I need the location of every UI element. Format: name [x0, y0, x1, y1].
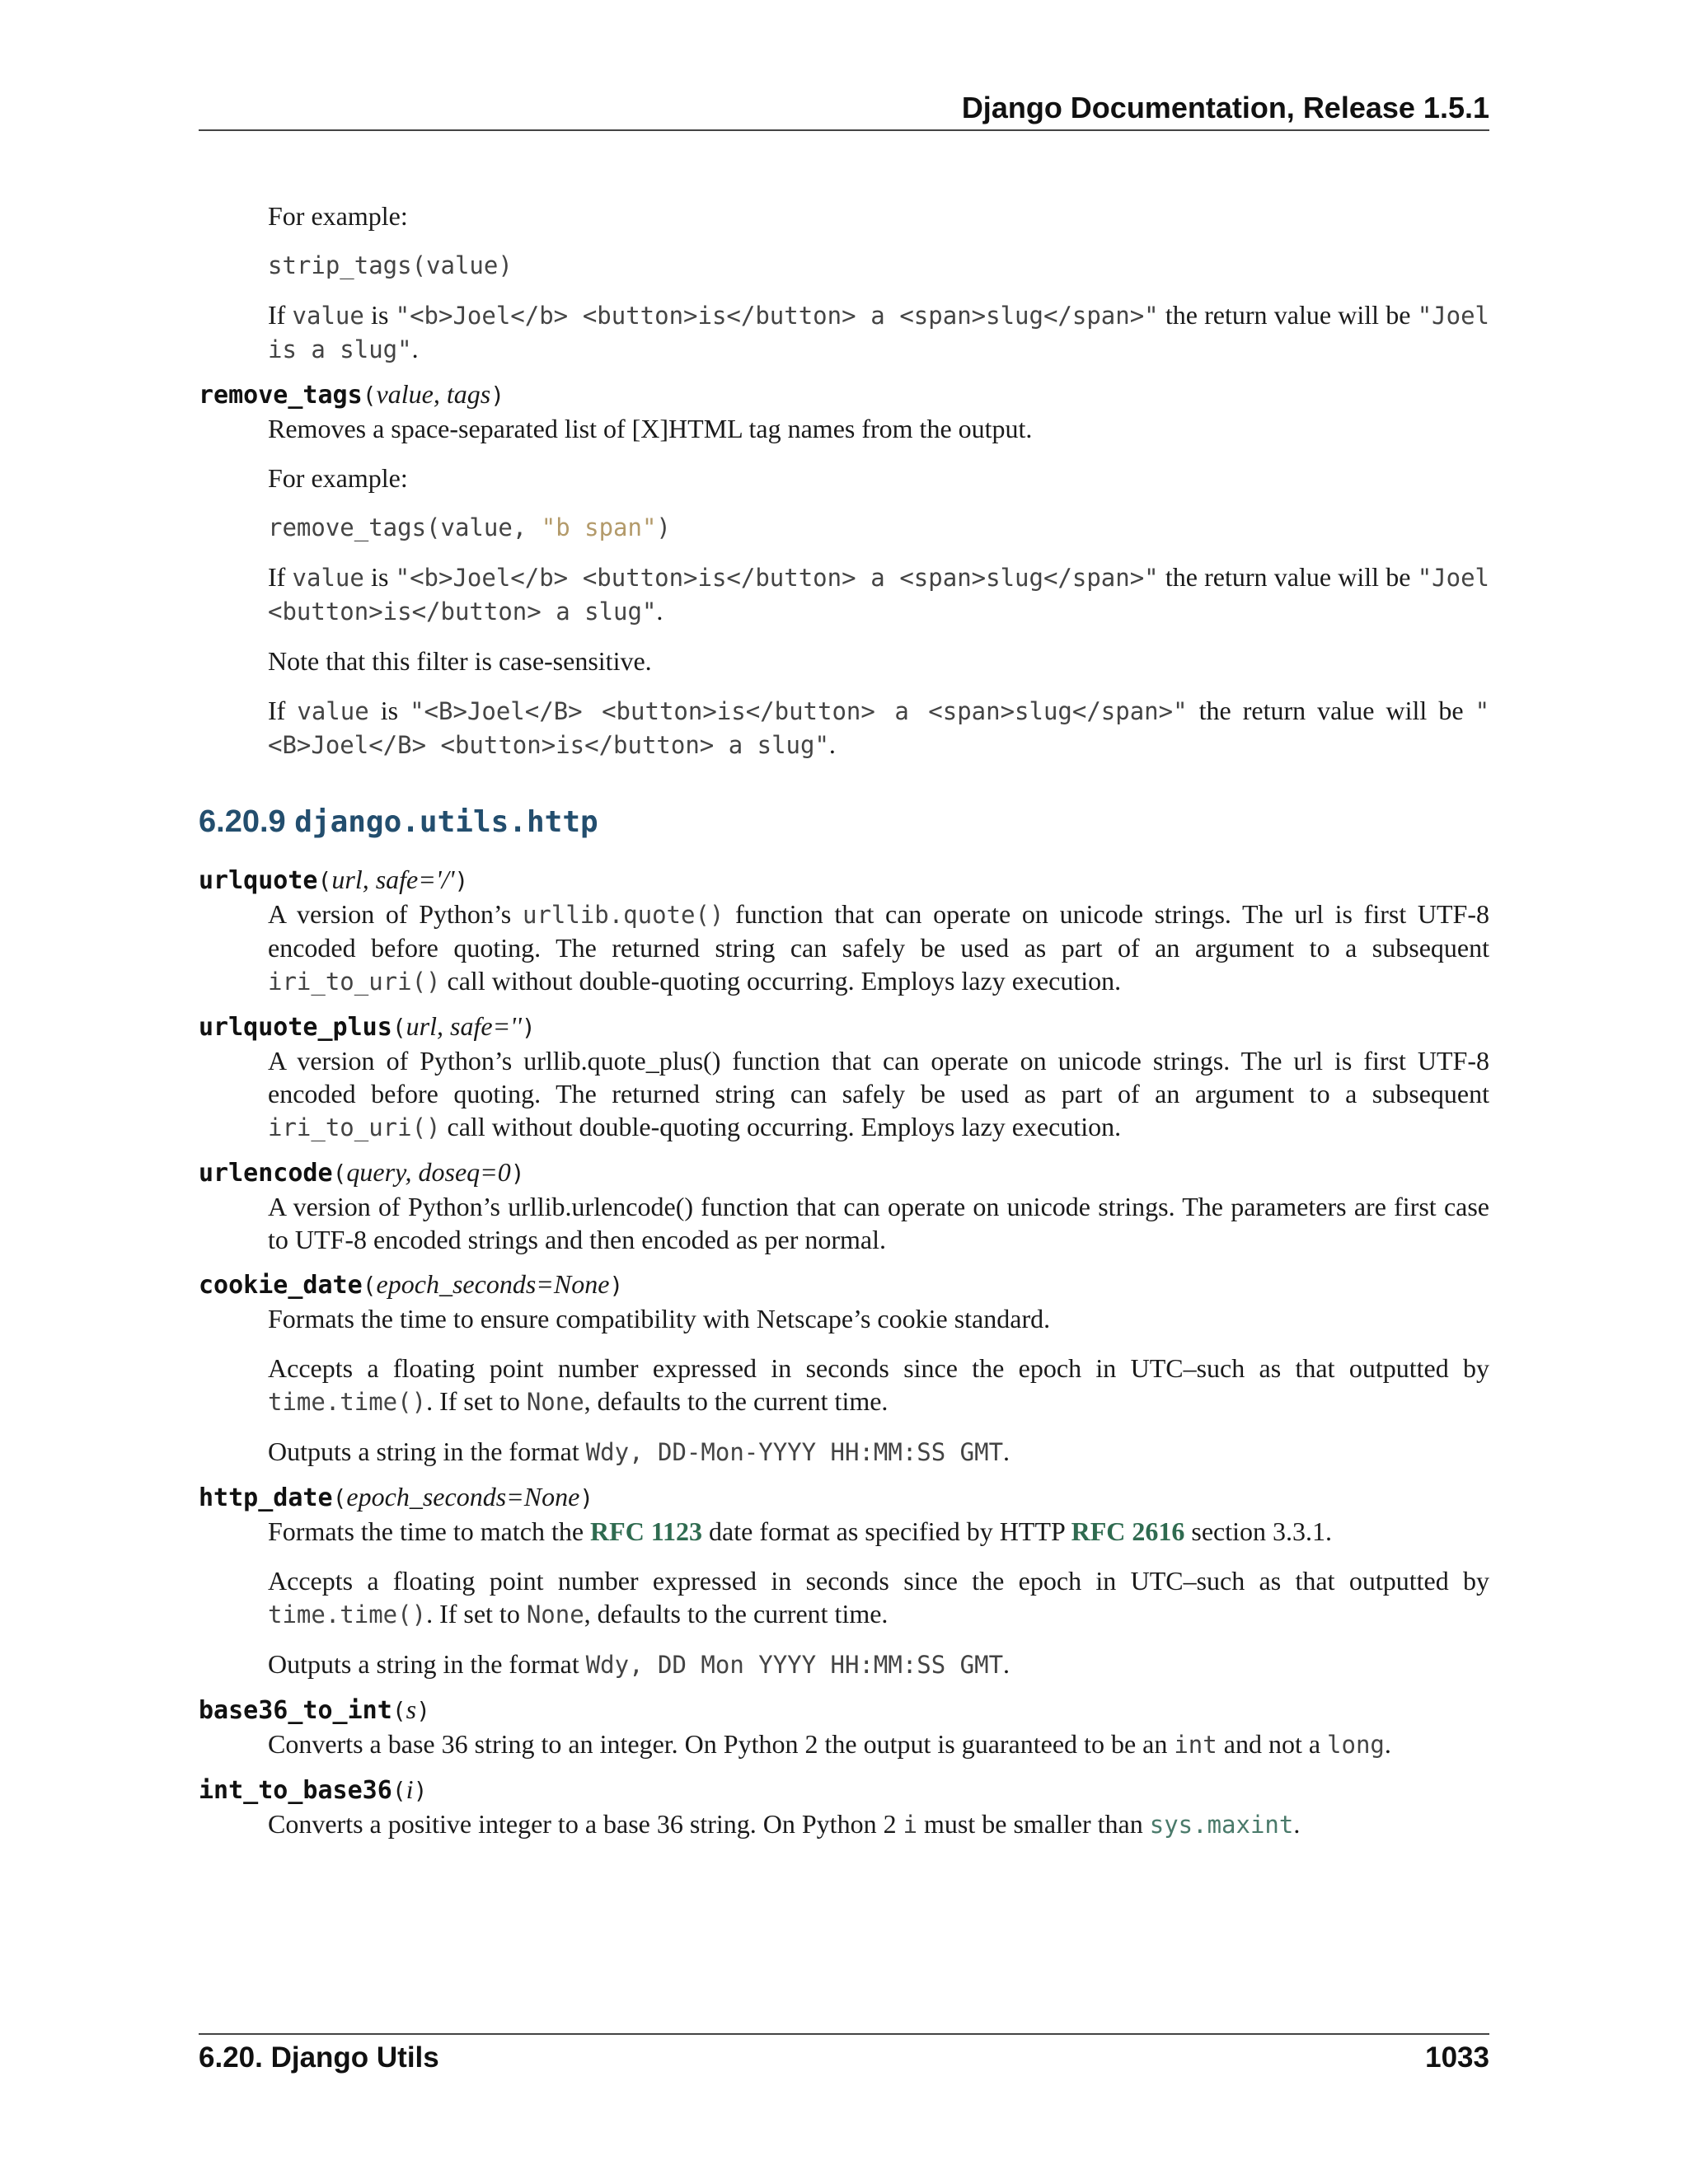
- function-params: value, tags: [376, 379, 491, 409]
- function-name[interactable]: urlquote: [199, 866, 318, 895]
- function-params: query, doseq=0: [346, 1157, 511, 1187]
- function-params: epoch_seconds=None: [346, 1482, 580, 1511]
- sys-maxint-link[interactable]: sys.maxint: [1149, 1811, 1294, 1839]
- function-signature: base36_to_int(s): [199, 1694, 430, 1725]
- function-description: A version of Python’s urllib.urlencode() function that can operate on unicode strings. The parameters are first case to UTF-8 encoded strings and then encoded as per normal.: [268, 1192, 1489, 1254]
- for-example-label: For example:: [268, 201, 408, 231]
- function-description: A version of Python’s urllib.quote() function that can operate on unicode strings. The url is first UTF-8 encoded before quoting. The returned string can safely be used as part of an argument to a subsequent iri_to_uri() call without double-quoting occurring. Employs lazy execution.: [268, 899, 1490, 996]
- function-description: Formats the time to ensure compatibility with Netscape’s cookie standard.: [268, 1304, 1051, 1333]
- function-description: A version of Python’s urllib.quote_plus() function that can operate on unicode strings. The url is first UTF-8 encoded before quoting. The returned string can safely be used as part of an argument to a subsequent iri_to_uri() call without double-quoting occurring. Employs lazy execution.: [268, 1046, 1489, 1141]
- function-int-to-base36: [199, 1773, 1489, 1841]
- function-signature: int_to_base36(i): [199, 1774, 428, 1805]
- function-signature: remove_tags(value, tags): [199, 379, 505, 410]
- section-module-name: django.utils.http: [294, 805, 598, 839]
- code-example-remove-tags: remove_tags(value, "b span"): [268, 513, 671, 541]
- function-remove-tags: [199, 377, 1489, 762]
- section-number: 6.20.9: [199, 804, 286, 839]
- page-number: 1033: [1425, 2041, 1489, 2074]
- function-http-date: [199, 1480, 1489, 1681]
- function-urlquote: [199, 863, 1489, 998]
- function-output-format: Outputs a string in the format Wdy, DD-Mon-YYYY HH:MM:SS GMT.: [268, 1436, 1010, 1466]
- remove-tags-example-1: If value is "<b>Joel</b> <button>is</button> a <span>slug</span>" the return value will be "Joel <button>is</button> a slug".: [268, 562, 1490, 626]
- function-description: Converts a positive integer to a base 36 string. On Python 2 i must be smaller than sys.maxint.: [268, 1809, 1301, 1839]
- function-name[interactable]: int_to_base36: [199, 1776, 392, 1805]
- function-signature: urlencode(query, doseq=0): [199, 1157, 525, 1188]
- for-example-label: For example:: [268, 463, 408, 493]
- header-rule: [199, 129, 1489, 131]
- function-description: Converts a base 36 string to an integer. On Python 2 the output is guaranteed to be an int and not a long.: [268, 1729, 1391, 1759]
- rfc-2616-link[interactable]: RFC 2616: [1071, 1516, 1185, 1546]
- function-cookie-date: [199, 1268, 1489, 1469]
- strip-tags-example-text: If value is "<b>Joel</b> <button>is</button> a <span>slug</span>" the return value will be "Joel is a slug".: [268, 300, 1490, 363]
- function-params: i: [406, 1774, 414, 1804]
- function-detail: Accepts a floating point number expressed in seconds since the epoch in UTC–such as that outputted by time.time(). If set to None, defaults to the current time.: [268, 1353, 1489, 1416]
- function-signature: http_date(epoch_seconds=None): [199, 1482, 594, 1512]
- function-urlencode: [199, 1155, 1489, 1256]
- case-sensitive-note: Note that this filter is case-sensitive.: [268, 646, 652, 676]
- function-base36-to-int: [199, 1693, 1489, 1761]
- function-name[interactable]: urlquote_plus: [199, 1013, 392, 1042]
- function-params: s: [406, 1694, 417, 1724]
- function-output-format: Outputs a string in the format Wdy, DD Mon YYYY HH:MM:SS GMT.: [268, 1649, 1010, 1679]
- function-urlquote-plus: [199, 1010, 1489, 1144]
- remove-tags-example-2: If value is "<B>Joel</B> <button>is</button> a <span>slug</span>" the return value will be "<B>Joel</B> <button>is</button> a slug".: [268, 696, 1490, 759]
- function-signature: urlquote_plus(url, safe=''): [199, 1011, 536, 1042]
- function-description: Removes a space-separated list of [X]HTML tag names from the output.: [268, 414, 1033, 443]
- function-name[interactable]: http_date: [199, 1483, 333, 1512]
- strip-tags-continuation: [268, 199, 1489, 366]
- function-description: Formats the time to match the RFC 1123 date format as specified by HTTP RFC 2616 section 3.3.1.: [268, 1516, 1332, 1546]
- function-params: url, safe='/': [331, 865, 455, 894]
- function-name[interactable]: urlencode: [199, 1159, 333, 1188]
- function-name[interactable]: cookie_date: [199, 1271, 363, 1300]
- page-content: [199, 199, 1489, 1841]
- function-name[interactable]: base36_to_int: [199, 1696, 392, 1725]
- running-header: Django Documentation, Release 1.5.1: [961, 91, 1489, 124]
- function-params: url, safe='': [406, 1011, 522, 1041]
- rfc-1123-link[interactable]: RFC 1123: [590, 1516, 703, 1546]
- footer-rule: [199, 2033, 1489, 2035]
- function-detail: Accepts a floating point number expressed in seconds since the epoch in UTC–such as that outputted by time.time(). If set to None, defaults to the current time.: [268, 1566, 1489, 1629]
- function-signature: urlquote(url, safe='/'): [199, 865, 469, 895]
- code-example-strip-tags: strip_tags(value): [268, 251, 513, 279]
- function-signature: cookie_date(epoch_seconds=None): [199, 1269, 624, 1300]
- footer-section-title: 6.20. Django Utils: [199, 2041, 439, 2074]
- function-params: epoch_seconds=None: [376, 1269, 610, 1299]
- function-name[interactable]: remove_tags: [199, 381, 363, 410]
- section-heading: [199, 804, 1489, 840]
